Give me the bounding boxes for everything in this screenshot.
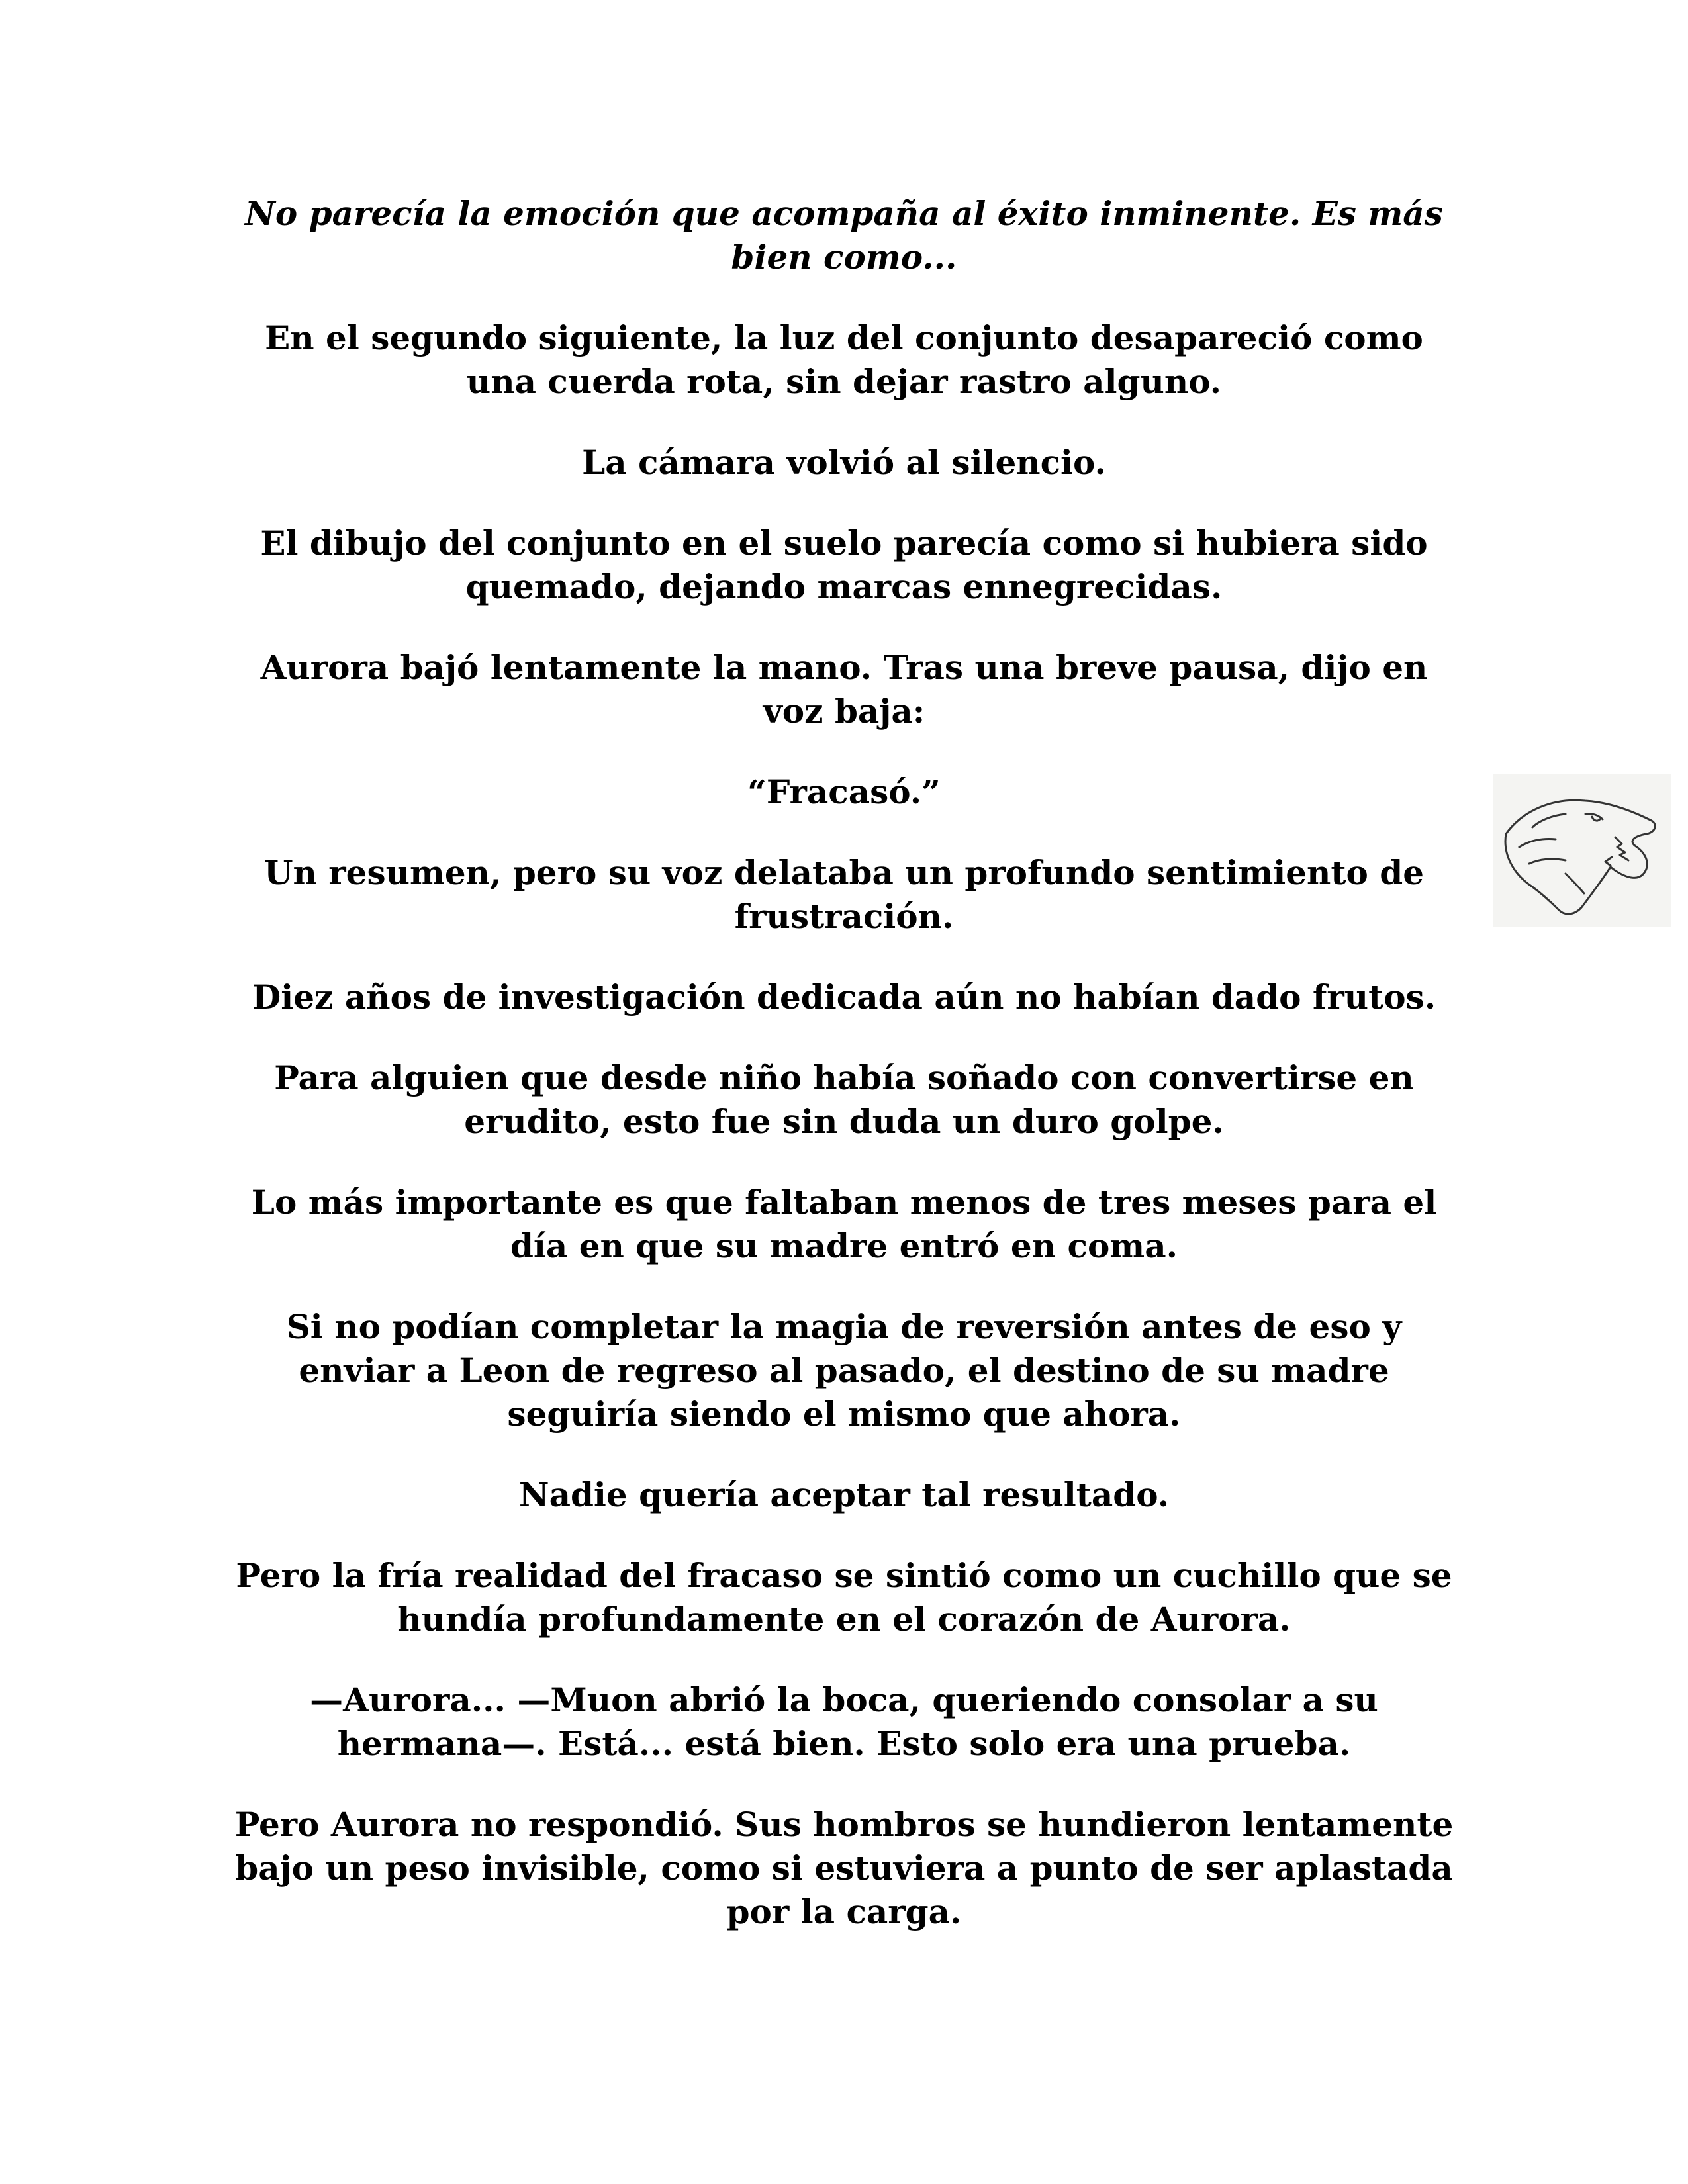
paragraph-2: En el segundo siguiente, la luz del conjunto desapareció como una cuerda rota, sin dejar rastro alguno. [265,318,1423,401]
paragraph-3: La cámara volvió al silencio. [582,443,1106,482]
paragraph-5: Aurora bajó lentamente la mano. Tras una breve pausa, dijo en voz baja: [260,648,1428,731]
paragraph-11: Si no podían completar la magia de reversión antes de eso y enviar a Leon de regreso al pasado, el destino de su madre seguiría siendo el mismo que ahora. [286,1307,1402,1433]
paragraph-8: Diez años de investigación dedicada aún no habían dado frutos. [252,978,1436,1017]
dinosaur-head-sketch-icon [1493,774,1671,927]
paragraph-13: Pero la fría realidad del fracaso se sintió como un cuchillo que se hundía profundamente en el corazón de Aurora. [236,1556,1452,1639]
paragraph-12: Nadie quería aceptar tal resultado. [518,1475,1170,1514]
paragraph-15: Pero Aurora no respondió. Sus hombros se hundieron lentamente bajo un peso invisible, como si estuviera a punto de ser aplastada por la carga. [234,1805,1454,1931]
paragraph-6: “Fracasó.” [747,772,941,811]
paragraph-4: El dibujo del conjunto en el suelo parecía como si hubiera sido quemado, dejando marcas ennegrecidas. [260,523,1428,606]
paragraph-9: Para alguien que desde niño había soñado con convertirse en erudito, esto fue sin duda un duro golpe. [274,1058,1414,1141]
paragraph-7: Un resumen, pero su voz delataba un profundo sentimiento de frustración. [263,853,1425,936]
paragraph-1: No parecía la emoción que acompaña al éxito inminente. Es más bien como... [245,194,1443,277]
story-text [228,192,1460,1971]
paragraph-10: Lo más importante es que faltaban menos de tres meses para el día en que su madre entró en coma. [251,1183,1437,1265]
paragraph-14: —Aurora... —Muon abrió la boca, queriendo consolar a su hermana—. Está... está bien. Esto solo era una prueba. [310,1680,1378,1763]
